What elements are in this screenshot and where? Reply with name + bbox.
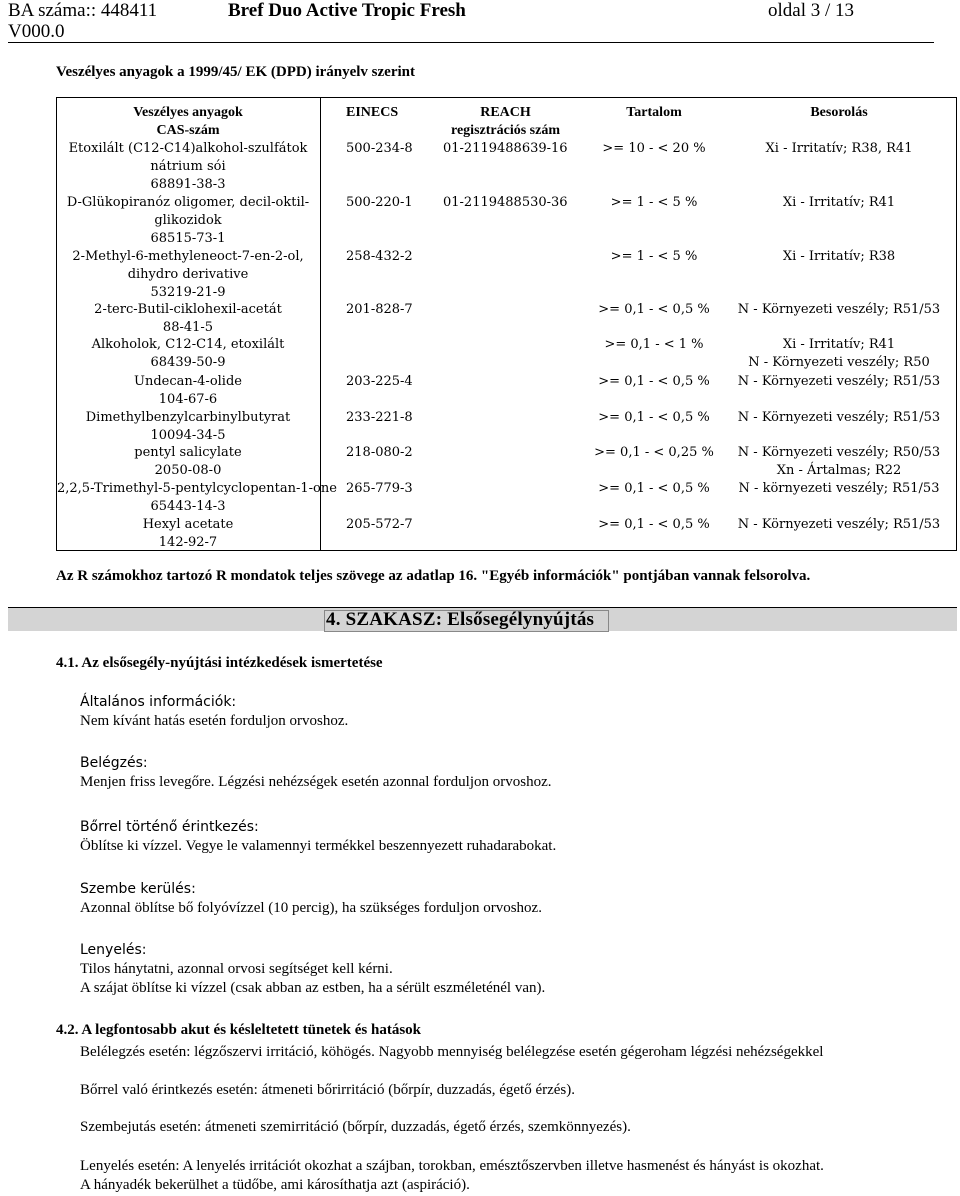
table-row-einecs: 233-221-8 bbox=[346, 410, 413, 425]
subsection-4-1-title: 4.1. Az elsősegély-nyújtási intézkedések ismertetése bbox=[56, 655, 383, 671]
table-row-einecs: 203-225-4 bbox=[346, 374, 413, 389]
skin-contact-info: Bőrrel történő érintkezés: Öblítse ki vízzel. Vegye le valamennyi termékkel beszennyezett ruhadarabokat. bbox=[80, 819, 557, 854]
table-row-einecs: 265-779-3 bbox=[346, 481, 413, 496]
table-row-substance: D-Glükopiranóz oligomer, decil-oktil- glikozidok 68515-73-1 bbox=[66, 195, 310, 246]
table-row-substance: Dimethylbenzylcarbinylbutyrat 10094-34-5 bbox=[85, 410, 291, 443]
table-row-content: >= 10 - < 20 % bbox=[602, 141, 706, 156]
table-row-classification: N - Környezeti veszély; R51/53 bbox=[737, 374, 941, 389]
ingestion-info: Lenyelés: Tilos hánytatni, azonnal orvosi segítséget kell kérni. A szájat öblítse ki vízzel (csak abban az estben, ha a sérült eszméleténél van). bbox=[80, 942, 546, 996]
header-einecs: EINECS bbox=[346, 105, 399, 120]
table-row-classification: N - Környezeti veszély; R51/53 bbox=[737, 410, 941, 425]
table-row-substance: Undecan-4-olide 104-67-6 bbox=[134, 374, 242, 407]
table-row-content: >= 0,1 - < 0,5 % bbox=[598, 410, 710, 425]
eye-contact-info: Szembe kerülés: Azonnal öblítse bő folyóvízzel (10 percig), ha szükséges forduljon orvoshoz. bbox=[80, 881, 542, 916]
table-row-content: >= 0,1 - < 1 % bbox=[604, 337, 704, 352]
table-row-classification: N - Környezeti veszély; R51/53 bbox=[737, 302, 941, 317]
header-substance: Veszélyes anyagok CAS-szám bbox=[133, 105, 243, 138]
header-reach: REACH regisztrációs szám bbox=[451, 105, 560, 138]
table-row-einecs: 500-220-1 bbox=[346, 195, 413, 210]
table-row-content: >= 0,1 - < 0,25 % bbox=[594, 445, 714, 460]
table-row-classification: N - Környezeti veszély; R50/53 Xn - Ártalmas; R22 bbox=[737, 445, 941, 478]
document-id: BA száma:: 448411 bbox=[8, 0, 158, 21]
table-row-substance: Alkoholok, C12-C14, etoxilált 68439-50-9 bbox=[91, 337, 285, 370]
symptoms-ingestion: Lenyelés esetén: A lenyelés irritációt okozhat a szájban, torokban, emésztőszervben illetve hasmenést és hányást is okozhat. A hányadék bekerülhet a tüdőbe, ami károsíthatja azt (aspiráció). bbox=[80, 1158, 824, 1193]
table-row-content: >= 0,1 - < 0,5 % bbox=[598, 481, 710, 496]
table-row-substance: 2,2,5-Trimethyl-5-pentylcyclopentan-1-one 65443-14-3 bbox=[57, 481, 337, 514]
section-4-title: 4. SZAKASZ: Elsősegélynyújtás bbox=[326, 609, 595, 630]
table-row-einecs: 500-234-8 bbox=[346, 141, 413, 156]
header-content: Tartalom bbox=[626, 105, 682, 120]
table-row-content: >= 1 - < 5 % bbox=[610, 249, 698, 264]
header-divider bbox=[8, 42, 934, 43]
header-classification: Besorolás bbox=[810, 105, 868, 120]
table-row-einecs: 201-828-7 bbox=[346, 302, 413, 317]
table-row-content: >= 0,1 - < 0,5 % bbox=[598, 302, 710, 317]
page-number: oldal 3 / 13 bbox=[768, 0, 855, 21]
product-name: Bref Duo Active Tropic Fresh bbox=[228, 0, 466, 21]
table-row-substance: Etoxilált (C12-C14)alkohol-szulfátok nátrium sói 68891-38-3 bbox=[68, 141, 308, 192]
table-row-substance: Hexyl acetate 142-92-7 bbox=[142, 517, 234, 550]
table-row-substance: 2-terc-Butil-ciklohexil-acetát 88-41-5 bbox=[94, 302, 282, 335]
table-row-reach: 01-2119488530-36 bbox=[443, 195, 568, 210]
table-row-einecs: 205-572-7 bbox=[346, 517, 413, 532]
subsection-4-2-title: 4.2. A legfontosabb akut és késleltetett tünetek és hatások bbox=[56, 1022, 422, 1038]
table-row-content: >= 1 - < 5 % bbox=[610, 195, 698, 210]
table-row-classification: Xi - Irritatív; R41 bbox=[782, 195, 896, 210]
table-row-substance: 2-Methyl-6-methyleneoct-7-en-2-ol, dihydro derivative 53219-21-9 bbox=[72, 249, 304, 300]
table-row-classification: N - környezeti veszély; R51/53 bbox=[738, 481, 940, 496]
general-info: Általános információk: Nem kívánt hatás esetén forduljon orvoshoz. bbox=[80, 694, 349, 729]
table-row-einecs: 218-080-2 bbox=[346, 445, 413, 460]
table-row-classification: Xi - Irritatív; R38 bbox=[782, 249, 896, 264]
symptoms-eye: Szembejutás esetén: átmeneti szemirritáció (bőrpír, duzzadás, égető érzés, szemkönnyezés). bbox=[80, 1119, 631, 1135]
table-row-classification: Xi - Irritatív; R41 N - Környezeti veszély; R50 bbox=[748, 337, 930, 370]
table-row-reach: 01-2119488639-16 bbox=[443, 141, 568, 156]
table-row-classification: Xi - Irritatív; R38, R41 bbox=[765, 141, 913, 156]
symptoms-inhalation: Belélegzés esetén: légzőszervi irritáció, köhögés. Nagyobb mennyiség belélegzése esetén gégeroham légzési nehézségekkel bbox=[80, 1044, 824, 1060]
table-row-content: >= 0,1 - < 0,5 % bbox=[598, 374, 710, 389]
inhalation-info: Belégzés: Menjen friss levegőre. Légzési nehézségek esetén azonnal forduljon orvoshoz. bbox=[80, 755, 552, 790]
symptoms-skin: Bőrrel való érintkezés esetén: átmeneti bőrirritáció (bőrpír, duzzadás, égető érzés). bbox=[80, 1082, 576, 1098]
table-row-classification: N - Környezeti veszély; R51/53 bbox=[737, 517, 941, 532]
table-row-substance: pentyl salicylate 2050-08-0 bbox=[134, 445, 242, 478]
document-version: V000.0 bbox=[8, 21, 65, 42]
r-phrases-note: Az R számokhoz tartozó R mondatok teljes szövege az adatlap 16. "Egyéb információk" pontjában vannak felsorolva. bbox=[56, 568, 811, 584]
table-row-content: >= 0,1 - < 0,5 % bbox=[598, 517, 710, 532]
section-title: Veszélyes anyagok a 1999/45/ EK (DPD) irányelv szerint bbox=[56, 64, 415, 80]
table-row-einecs: 258-432-2 bbox=[346, 249, 413, 264]
